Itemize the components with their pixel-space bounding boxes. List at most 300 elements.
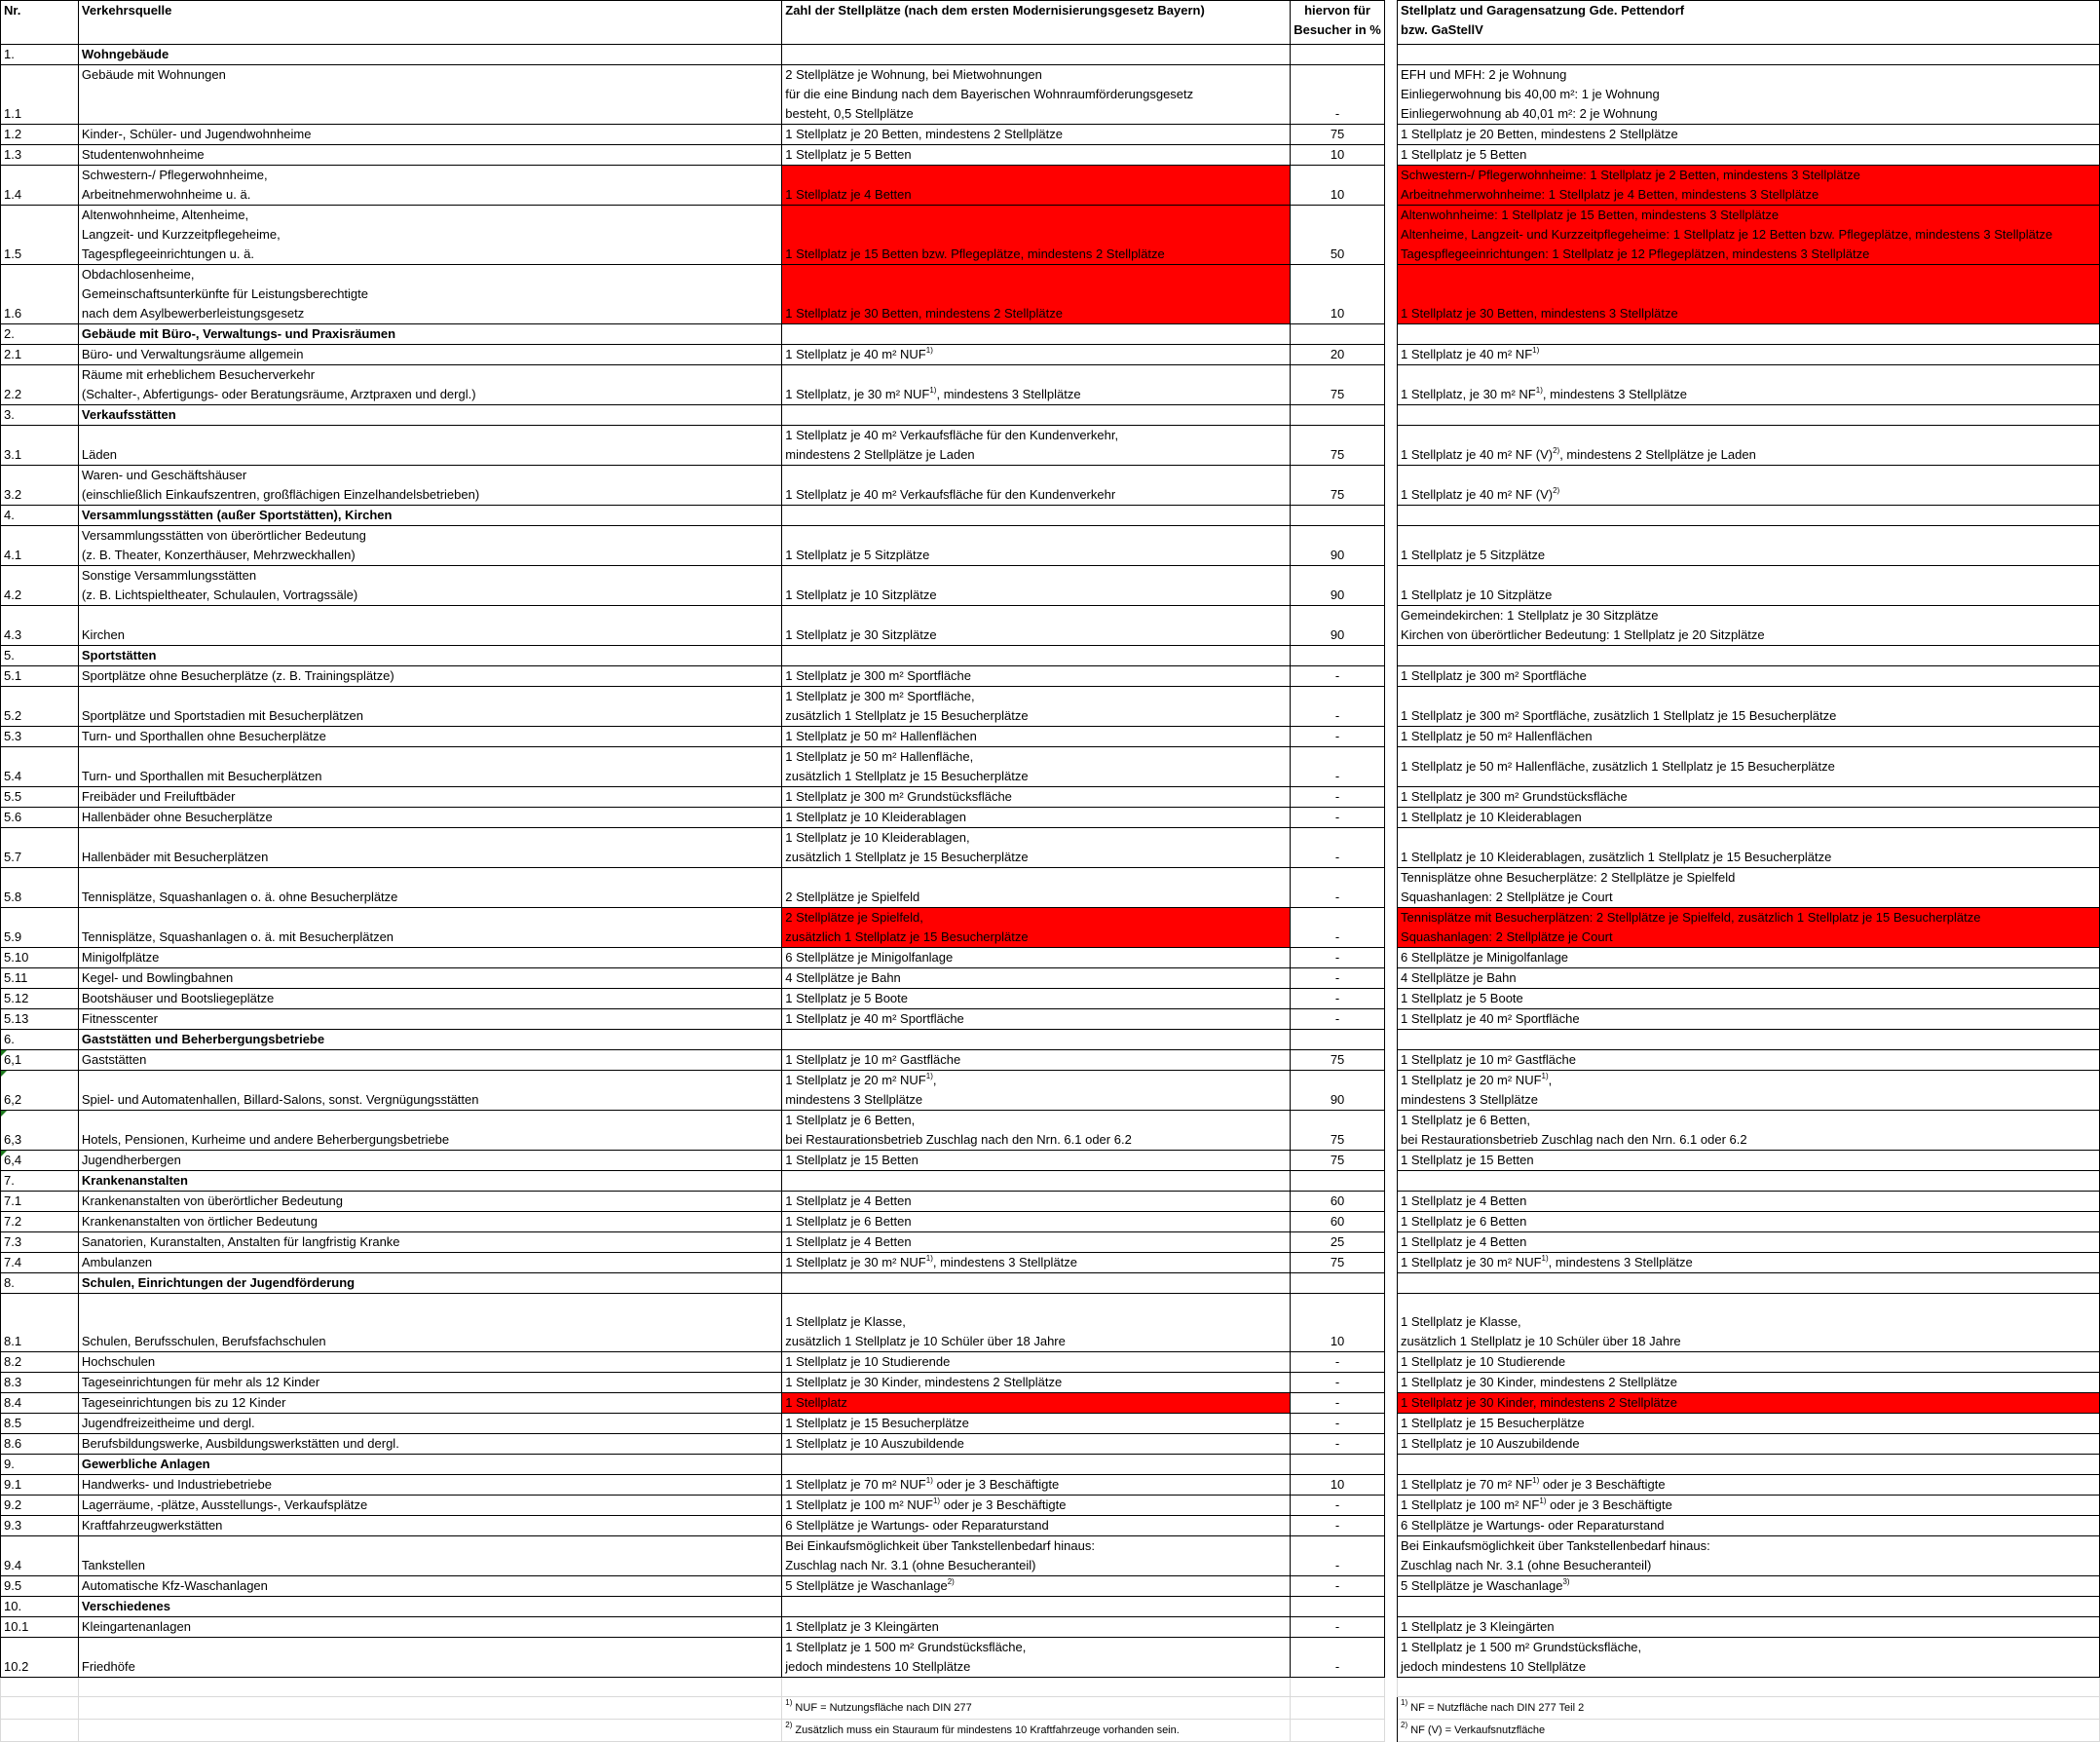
cell-nr[interactable] — [1, 948, 79, 968]
spacer-cell[interactable] — [1385, 1576, 1398, 1597]
cell-bayern[interactable] — [782, 646, 1291, 666]
cell-bayern[interactable] — [782, 1232, 1291, 1253]
cell-verkehrsquelle[interactable] — [78, 125, 781, 145]
cell-gemeinde[interactable] — [1398, 1638, 2100, 1678]
cell-nr[interactable] — [1, 727, 79, 747]
cell[interactable] — [1, 1720, 79, 1742]
cell-verkehrsquelle[interactable] — [78, 166, 781, 206]
cell-besucher-percent[interactable]: - — [1291, 868, 1385, 908]
cell-bayern[interactable] — [782, 1516, 1291, 1536]
cell-gemeinde[interactable] — [1398, 125, 2100, 145]
cell-besucher-percent[interactable]: 60 — [1291, 1212, 1385, 1232]
cell-nr[interactable] — [1, 45, 79, 65]
cell-gemeinde[interactable] — [1398, 1352, 2100, 1373]
cell-bayern[interactable] — [782, 989, 1291, 1009]
cell-bayern[interactable] — [782, 1597, 1291, 1617]
cell-bayern[interactable] — [782, 747, 1291, 787]
cell-nr[interactable] — [1, 145, 79, 166]
cell-nr[interactable] — [1, 687, 79, 727]
section-title[interactable] — [78, 324, 781, 345]
cell[interactable] — [78, 1720, 781, 1742]
cell-nr[interactable] — [1, 125, 79, 145]
spacer-cell[interactable] — [1385, 324, 1398, 345]
cell-verkehrsquelle[interactable] — [78, 666, 781, 687]
cell-verkehrsquelle[interactable] — [78, 1516, 781, 1536]
cell-gemeinde[interactable] — [1398, 1192, 2100, 1212]
cell-bayern[interactable] — [782, 968, 1291, 989]
cell-gemeinde[interactable] — [1398, 1212, 2100, 1232]
cell-nr[interactable] — [1, 989, 79, 1009]
cell-verkehrsquelle[interactable] — [78, 426, 781, 466]
cell-besucher-percent[interactable]: 50 — [1291, 206, 1385, 265]
spacer-cell[interactable] — [1385, 868, 1398, 908]
cell-gemeinde[interactable] — [1398, 1009, 2100, 1030]
spacer-cell[interactable] — [1385, 1253, 1398, 1273]
cell-gemeinde[interactable] — [1398, 989, 2100, 1009]
spacer-cell[interactable] — [1385, 1536, 1398, 1576]
section-title[interactable] — [78, 1030, 781, 1050]
cell-besucher-percent[interactable] — [1291, 1273, 1385, 1294]
col-header-verkehrsquelle[interactable]: Verkehrsquelle — [78, 1, 781, 45]
cell-besucher-percent[interactable]: - — [1291, 808, 1385, 828]
cell-besucher-percent[interactable]: 90 — [1291, 1071, 1385, 1111]
spacer-cell[interactable] — [1385, 606, 1398, 646]
cell-verkehrsquelle[interactable] — [78, 1071, 781, 1111]
cell-bayern[interactable] — [782, 1111, 1291, 1151]
cell-bayern[interactable] — [782, 506, 1291, 526]
cell-bayern[interactable] — [782, 1536, 1291, 1576]
cell-gemeinde[interactable] — [1398, 1576, 2100, 1597]
cell-nr[interactable] — [1, 1212, 79, 1232]
cell-gemeinde[interactable] — [1398, 1536, 2100, 1576]
cell-nr[interactable] — [1, 265, 79, 324]
spacer-cell[interactable] — [1385, 1434, 1398, 1455]
cell[interactable] — [78, 1697, 781, 1720]
cell-nr[interactable] — [1, 526, 79, 566]
cell-nr[interactable] — [1, 646, 79, 666]
cell-besucher-percent[interactable] — [1291, 646, 1385, 666]
col-header-nr[interactable]: Nr. — [1, 1, 79, 45]
cell-nr[interactable] — [1, 1496, 79, 1516]
cell[interactable] — [782, 1678, 1291, 1697]
cell-gemeinde[interactable] — [1398, 808, 2100, 828]
cell-besucher-percent[interactable]: 75 — [1291, 1151, 1385, 1171]
cell-besucher-percent[interactable]: 20 — [1291, 345, 1385, 365]
cell-verkehrsquelle[interactable] — [78, 145, 781, 166]
section-title[interactable] — [78, 506, 781, 526]
cell-besucher-percent[interactable]: - — [1291, 1516, 1385, 1536]
cell-bayern[interactable] — [782, 1496, 1291, 1516]
cell-bayern[interactable] — [782, 948, 1291, 968]
cell-besucher-percent[interactable]: 10 — [1291, 265, 1385, 324]
spacer-cell[interactable] — [1385, 1617, 1398, 1638]
cell-besucher-percent[interactable]: - — [1291, 747, 1385, 787]
spacer-cell[interactable] — [1385, 687, 1398, 727]
cell-verkehrsquelle[interactable] — [78, 566, 781, 606]
cell-gemeinde[interactable] — [1398, 1253, 2100, 1273]
spacer-cell[interactable] — [1385, 968, 1398, 989]
cell-gemeinde[interactable] — [1398, 868, 2100, 908]
cell-nr[interactable] — [1, 1617, 79, 1638]
cell-besucher-percent[interactable]: 75 — [1291, 1050, 1385, 1071]
cell-besucher-percent[interactable]: - — [1291, 948, 1385, 968]
cell-besucher-percent[interactable]: 10 — [1291, 166, 1385, 206]
cell-verkehrsquelle[interactable] — [78, 1434, 781, 1455]
cell-bayern[interactable] — [782, 1414, 1291, 1434]
cell-besucher-percent[interactable]: 75 — [1291, 125, 1385, 145]
cell[interactable] — [1398, 1678, 2100, 1697]
cell-gemeinde[interactable] — [1398, 828, 2100, 868]
cell-besucher-percent[interactable]: 90 — [1291, 566, 1385, 606]
cell-verkehrsquelle[interactable] — [78, 466, 781, 506]
cell-bayern[interactable] — [782, 808, 1291, 828]
cell-besucher-percent[interactable]: - — [1291, 666, 1385, 687]
cell-nr[interactable] — [1, 1373, 79, 1393]
cell-gemeinde[interactable] — [1398, 405, 2100, 426]
spacer-cell[interactable] — [1385, 1720, 1398, 1742]
cell-gemeinde[interactable] — [1398, 1050, 2100, 1071]
spacer-cell[interactable] — [1385, 1232, 1398, 1253]
cell-verkehrsquelle[interactable] — [78, 828, 781, 868]
cell-bayern[interactable] — [782, 727, 1291, 747]
cell-besucher-percent[interactable]: - — [1291, 65, 1385, 125]
spacer-cell[interactable] — [1385, 1678, 1398, 1697]
cell-nr[interactable] — [1, 1253, 79, 1273]
cell-bayern[interactable] — [782, 1638, 1291, 1678]
cell-nr[interactable] — [1, 405, 79, 426]
cell-gemeinde[interactable] — [1398, 1373, 2100, 1393]
cell-verkehrsquelle[interactable] — [78, 1393, 781, 1414]
spacer-cell[interactable] — [1385, 787, 1398, 808]
spacer-cell[interactable] — [1385, 1475, 1398, 1496]
cell-bayern[interactable] — [782, 1192, 1291, 1212]
cell-verkehrsquelle[interactable] — [78, 968, 781, 989]
cell-bayern[interactable] — [782, 1352, 1291, 1373]
col-header-gemeinde[interactable] — [1398, 1, 2100, 45]
spacer-cell[interactable] — [1385, 466, 1398, 506]
cell-nr[interactable] — [1, 828, 79, 868]
spacer-cell[interactable] — [1385, 1373, 1398, 1393]
spacer-cell[interactable] — [1385, 1030, 1398, 1050]
cell-gemeinde[interactable] — [1398, 908, 2100, 948]
cell-bayern[interactable] — [782, 526, 1291, 566]
cell-gemeinde[interactable] — [1398, 948, 2100, 968]
cell-gemeinde[interactable] — [1398, 1475, 2100, 1496]
cell-besucher-percent[interactable]: - — [1291, 1352, 1385, 1373]
cell-besucher-percent[interactable]: - — [1291, 1373, 1385, 1393]
cell-gemeinde[interactable] — [1398, 1455, 2100, 1475]
cell-verkehrsquelle[interactable] — [78, 1617, 781, 1638]
section-title[interactable] — [78, 405, 781, 426]
cell-verkehrsquelle[interactable] — [78, 1294, 781, 1352]
cell-nr[interactable] — [1, 666, 79, 687]
cell-nr[interactable] — [1, 1434, 79, 1455]
spacer-cell[interactable] — [1385, 646, 1398, 666]
cell-verkehrsquelle[interactable] — [78, 948, 781, 968]
cell-besucher-percent[interactable]: - — [1291, 908, 1385, 948]
cell-bayern[interactable] — [782, 426, 1291, 466]
spacer-cell[interactable] — [1385, 265, 1398, 324]
footnote-gemeinde-2[interactable]: $^{2)}$ NF (V) = Verkaufsnutzfläche — [1398, 1720, 2100, 1742]
spacer-cell[interactable] — [1385, 506, 1398, 526]
footnote-gemeinde-1[interactable]: $^{1)}$ NF = Nutzfläche nach DIN 277 Teil 2 — [1398, 1697, 2100, 1720]
cell-besucher-percent[interactable]: - — [1291, 727, 1385, 747]
cell-nr[interactable] — [1, 1030, 79, 1050]
cell[interactable] — [1, 1697, 79, 1720]
cell-gemeinde[interactable] — [1398, 65, 2100, 125]
cell-bayern[interactable] — [782, 566, 1291, 606]
section-title[interactable] — [78, 646, 781, 666]
cell-nr[interactable] — [1, 1536, 79, 1576]
cell-nr[interactable] — [1, 1273, 79, 1294]
section-title[interactable] — [78, 1171, 781, 1192]
spacer-cell[interactable] — [1385, 1, 1398, 45]
cell-bayern[interactable] — [782, 666, 1291, 687]
cell-besucher-percent[interactable]: - — [1291, 1434, 1385, 1455]
spacer-cell[interactable] — [1385, 526, 1398, 566]
cell-verkehrsquelle[interactable] — [78, 265, 781, 324]
cell-nr[interactable] — [1, 1192, 79, 1212]
cell[interactable] — [1, 1678, 79, 1697]
cell-nr[interactable] — [1, 1151, 79, 1171]
cell-besucher-percent[interactable]: - — [1291, 1393, 1385, 1414]
cell-gemeinde[interactable] — [1398, 1232, 2100, 1253]
cell-gemeinde[interactable] — [1398, 687, 2100, 727]
section-title[interactable] — [78, 1597, 781, 1617]
cell-nr[interactable] — [1, 787, 79, 808]
cell-besucher-percent[interactable] — [1291, 45, 1385, 65]
spacer-cell[interactable] — [1385, 1496, 1398, 1516]
cell-besucher-percent[interactable]: - — [1291, 787, 1385, 808]
cell-nr[interactable] — [1, 1009, 79, 1030]
cell-nr[interactable] — [1, 1638, 79, 1678]
cell-gemeinde[interactable] — [1398, 1496, 2100, 1516]
cell-bayern[interactable] — [782, 65, 1291, 125]
cell-gemeinde[interactable] — [1398, 1617, 2100, 1638]
cell-nr[interactable] — [1, 566, 79, 606]
cell-besucher-percent[interactable]: - — [1291, 1576, 1385, 1597]
cell-verkehrsquelle[interactable] — [78, 868, 781, 908]
cell-bayern[interactable] — [782, 1171, 1291, 1192]
cell-bayern[interactable] — [782, 1373, 1291, 1393]
spacer-cell[interactable] — [1385, 45, 1398, 65]
spacer-cell[interactable] — [1385, 1071, 1398, 1111]
cell-gemeinde[interactable] — [1398, 787, 2100, 808]
spacer-cell[interactable] — [1385, 145, 1398, 166]
cell-besucher-percent[interactable]: 75 — [1291, 365, 1385, 405]
cell-gemeinde[interactable] — [1398, 506, 2100, 526]
col-header-bayern[interactable]: Zahl der Stellplätze (nach dem ersten Modernisierungsgesetz Bayern) — [782, 1, 1291, 45]
cell-bayern[interactable] — [782, 265, 1291, 324]
spacer-cell[interactable] — [1385, 1151, 1398, 1171]
spacer-cell[interactable] — [1385, 989, 1398, 1009]
spacer-cell[interactable] — [1385, 345, 1398, 365]
cell-bayern[interactable] — [782, 206, 1291, 265]
cell-bayern[interactable] — [782, 125, 1291, 145]
cell-besucher-percent[interactable]: 75 — [1291, 1111, 1385, 1151]
cell-verkehrsquelle[interactable] — [78, 345, 781, 365]
cell-bayern[interactable] — [782, 606, 1291, 646]
cell-nr[interactable] — [1, 1455, 79, 1475]
cell-gemeinde[interactable] — [1398, 646, 2100, 666]
cell-gemeinde[interactable] — [1398, 1516, 2100, 1536]
cell-nr[interactable] — [1, 1232, 79, 1253]
cell-besucher-percent[interactable] — [1291, 324, 1385, 345]
cell-verkehrsquelle[interactable] — [78, 1536, 781, 1576]
cell-gemeinde[interactable] — [1398, 968, 2100, 989]
cell-besucher-percent[interactable]: - — [1291, 989, 1385, 1009]
cell-besucher-percent[interactable]: 90 — [1291, 526, 1385, 566]
cell-bayern[interactable] — [782, 1071, 1291, 1111]
cell-bayern[interactable] — [782, 1253, 1291, 1273]
footnote-bayern-2[interactable]: $^{2)}$ Zusätzlich muss ein Stauraum für mindestens 10 Kraftfahrzeuge vorhanden sein. — [782, 1720, 1291, 1742]
cell-nr[interactable] — [1, 466, 79, 506]
cell-nr[interactable] — [1, 1414, 79, 1434]
cell[interactable] — [1291, 1678, 1385, 1697]
spacer-cell[interactable] — [1385, 1638, 1398, 1678]
cell-verkehrsquelle[interactable] — [78, 65, 781, 125]
cell-gemeinde[interactable] — [1398, 747, 2100, 787]
cell-bayern[interactable] — [782, 45, 1291, 65]
cell-verkehrsquelle[interactable] — [78, 1111, 781, 1151]
cell-nr[interactable] — [1, 606, 79, 646]
cell-nr[interactable] — [1, 1516, 79, 1536]
cell[interactable] — [78, 1678, 781, 1697]
cell-besucher-percent[interactable]: 75 — [1291, 1253, 1385, 1273]
spacer-cell[interactable] — [1385, 908, 1398, 948]
cell-nr[interactable] — [1, 1111, 79, 1151]
cell-verkehrsquelle[interactable] — [78, 1352, 781, 1373]
spacer-cell[interactable] — [1385, 1414, 1398, 1434]
cell-bayern[interactable] — [782, 1475, 1291, 1496]
spacer-cell[interactable] — [1385, 1597, 1398, 1617]
cell-bayern[interactable] — [782, 1212, 1291, 1232]
cell-besucher-percent[interactable] — [1291, 1030, 1385, 1050]
footnote-bayern-1[interactable]: $^{1)}$ NUF = Nutzungsfläche nach DIN 277 — [782, 1697, 1291, 1720]
cell-nr[interactable] — [1, 1597, 79, 1617]
cell-gemeinde[interactable] — [1398, 166, 2100, 206]
cell-besucher-percent[interactable] — [1291, 506, 1385, 526]
cell-bayern[interactable] — [782, 1294, 1291, 1352]
spacer-cell[interactable] — [1385, 65, 1398, 125]
section-title[interactable] — [78, 1273, 781, 1294]
cell-verkehrsquelle[interactable] — [78, 727, 781, 747]
cell-gemeinde[interactable] — [1398, 526, 2100, 566]
cell-nr[interactable] — [1, 1294, 79, 1352]
cell-besucher-percent[interactable] — [1291, 1597, 1385, 1617]
cell-besucher-percent[interactable] — [1291, 1455, 1385, 1475]
cell-verkehrsquelle[interactable] — [78, 1638, 781, 1678]
cell-gemeinde[interactable] — [1398, 426, 2100, 466]
cell-gemeinde[interactable] — [1398, 1414, 2100, 1434]
cell[interactable] — [1291, 1720, 1385, 1742]
cell-nr[interactable] — [1, 1050, 79, 1071]
cell-bayern[interactable] — [782, 1393, 1291, 1414]
cell-nr[interactable] — [1, 1393, 79, 1414]
cell-besucher-percent[interactable]: 10 — [1291, 1475, 1385, 1496]
cell-verkehrsquelle[interactable] — [78, 808, 781, 828]
cell[interactable] — [1291, 1697, 1385, 1720]
spacer-cell[interactable] — [1385, 1192, 1398, 1212]
cell-bayern[interactable] — [782, 345, 1291, 365]
cell-besucher-percent[interactable]: 60 — [1291, 1192, 1385, 1212]
cell-verkehrsquelle[interactable] — [78, 1009, 781, 1030]
spacer-cell[interactable] — [1385, 1009, 1398, 1030]
cell-besucher-percent[interactable]: - — [1291, 1617, 1385, 1638]
cell-bayern[interactable] — [782, 1050, 1291, 1071]
cell-besucher-percent[interactable]: - — [1291, 1009, 1385, 1030]
spacer-cell[interactable] — [1385, 125, 1398, 145]
cell-nr[interactable] — [1, 908, 79, 948]
cell-bayern[interactable] — [782, 1576, 1291, 1597]
cell-verkehrsquelle[interactable] — [78, 1212, 781, 1232]
spacer-cell[interactable] — [1385, 1273, 1398, 1294]
col-header-besucher[interactable] — [1291, 1, 1385, 45]
cell-besucher-percent[interactable]: - — [1291, 828, 1385, 868]
spacer-cell[interactable] — [1385, 206, 1398, 265]
cell-verkehrsquelle[interactable] — [78, 1414, 781, 1434]
cell-nr[interactable] — [1, 166, 79, 206]
cell-besucher-percent[interactable]: 75 — [1291, 466, 1385, 506]
cell-gemeinde[interactable] — [1398, 145, 2100, 166]
cell-verkehrsquelle[interactable] — [78, 1050, 781, 1071]
cell-bayern[interactable] — [782, 908, 1291, 948]
cell-bayern[interactable] — [782, 145, 1291, 166]
cell-besucher-percent[interactable]: 10 — [1291, 145, 1385, 166]
cell-verkehrsquelle[interactable] — [78, 908, 781, 948]
cell-verkehrsquelle[interactable] — [78, 365, 781, 405]
cell-besucher-percent[interactable]: - — [1291, 1414, 1385, 1434]
cell-nr[interactable] — [1, 1475, 79, 1496]
cell-gemeinde[interactable] — [1398, 727, 2100, 747]
cell-nr[interactable] — [1, 365, 79, 405]
cell-gemeinde[interactable] — [1398, 1071, 2100, 1111]
cell-verkehrsquelle[interactable] — [78, 606, 781, 646]
cell-gemeinde[interactable] — [1398, 1151, 2100, 1171]
cell-verkehrsquelle[interactable] — [78, 1576, 781, 1597]
cell-besucher-percent[interactable]: 10 — [1291, 1294, 1385, 1352]
cell-verkehrsquelle[interactable] — [78, 989, 781, 1009]
cell-gemeinde[interactable] — [1398, 324, 2100, 345]
spacer-cell[interactable] — [1385, 1294, 1398, 1352]
cell-besucher-percent[interactable]: - — [1291, 1496, 1385, 1516]
spacer-cell[interactable] — [1385, 365, 1398, 405]
cell-gemeinde[interactable] — [1398, 1434, 2100, 1455]
spacer-cell[interactable] — [1385, 166, 1398, 206]
cell-verkehrsquelle[interactable] — [78, 1151, 781, 1171]
cell-nr[interactable] — [1, 747, 79, 787]
cell-gemeinde[interactable] — [1398, 606, 2100, 646]
cell-nr[interactable] — [1, 1576, 79, 1597]
cell-verkehrsquelle[interactable] — [78, 206, 781, 265]
cell-besucher-percent[interactable]: 90 — [1291, 606, 1385, 646]
cell-gemeinde[interactable] — [1398, 345, 2100, 365]
cell-gemeinde[interactable] — [1398, 466, 2100, 506]
spacer-cell[interactable] — [1385, 666, 1398, 687]
cell-bayern[interactable] — [782, 405, 1291, 426]
cell-bayern[interactable] — [782, 466, 1291, 506]
spacer-cell[interactable] — [1385, 747, 1398, 787]
cell-bayern[interactable] — [782, 1617, 1291, 1638]
cell-nr[interactable] — [1, 506, 79, 526]
cell-besucher-percent[interactable]: - — [1291, 1536, 1385, 1576]
cell-nr[interactable] — [1, 65, 79, 125]
cell-besucher-percent[interactable]: - — [1291, 968, 1385, 989]
spacer-cell[interactable] — [1385, 948, 1398, 968]
cell-nr[interactable] — [1, 426, 79, 466]
cell-bayern[interactable] — [782, 166, 1291, 206]
cell-bayern[interactable] — [782, 868, 1291, 908]
